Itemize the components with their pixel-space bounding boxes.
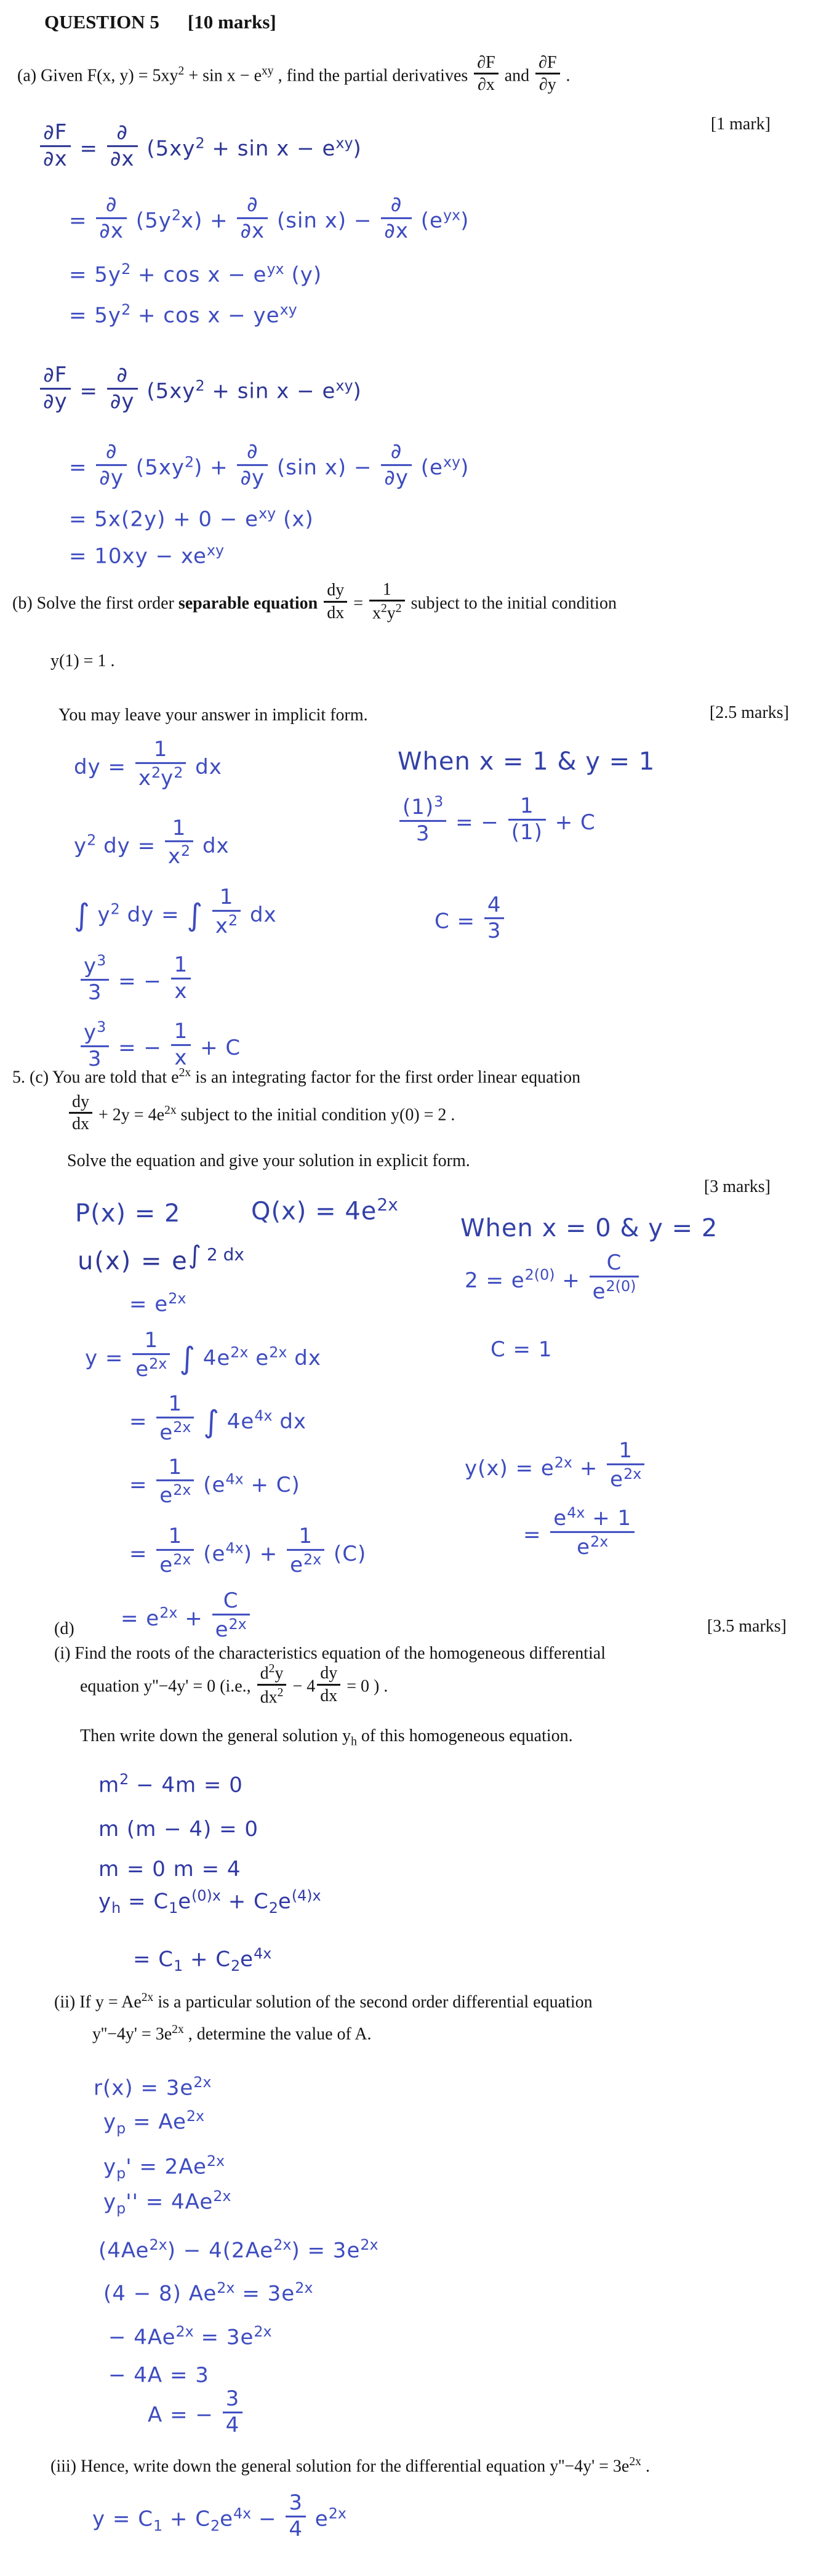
part-c-when-work [465, 1250, 646, 1563]
math-line: $\frac{\partial F}{\partial y}$ = ∂ ∂y $(5xy^2 + \sin x - e^{xy})$ [38, 368, 469, 416]
math-line: C = $\frac{4}{3}$ [398, 898, 655, 946]
part-d-iii-question: (iii) Hence, write down the general solution for the differential equation $y''-4y' = 3e^{2x}$ . [50, 2455, 650, 2476]
math-line: y = $\frac{1}{e^{2x}}$ ∫ $4e^{2x}$ $e^{2x}$ dx [85, 1328, 321, 1382]
math-line: $\frac{y^3}{3}$ = − $\frac{1}{x}$ [74, 957, 277, 1008]
math-line: $m^2 - 4m = 0$ [98, 1771, 243, 1798]
part-a-question: (a) Given F(x, $y) = 5xy^2 + \sin x - e^{xy}$ , find the partial derivatives $\frac{\partial F}{\partial x}$ and $\frac{\partial F}{\partial y}$ . [17, 52, 571, 95]
part-b-marks: [2.5 marks] [709, 703, 789, 722]
part-d-ii-work [94, 2074, 378, 2441]
math-line: m = 0 m = 4 [98, 1857, 241, 1882]
math-line: = $5x(2y) + 0 - e^{xy}$ (x) [69, 504, 314, 532]
part-b-when-title: When x = 1 & y = 1 [398, 747, 655, 776]
part-c-question-line3: Solve the equation and give your solution in explicit form. [67, 1151, 470, 1170]
math-line: dy = $\frac{1}{x^2y^2}$ dx [74, 736, 222, 791]
math-line: ∫ $y^2$ dy = ∫ $\frac{1}{x^2}$ dx [74, 885, 277, 939]
part-b-initial-condition: y(1) = 1 . [50, 651, 115, 670]
math-line: C = 1 [491, 1337, 553, 1362]
math-line: $\frac{y^3}{3}$ = − $\frac{1}{x}$ + C [74, 1023, 277, 1074]
math-line: = $\frac{1}{e^{2x}}$ ∫ $4e^{4x}$ dx [129, 1391, 307, 1445]
part-b-note: You may leave your answer in implicit form. [58, 706, 368, 725]
part-d-i-question-line3: Then write down the general solution $y_h$ of this homogeneous equation. [80, 1726, 573, 1749]
part-c-when-title: When x = 0 & y = 2 [460, 1214, 718, 1242]
math-line: = $10xy - xe^{xy}$ [69, 541, 225, 568]
math-line: $y_h = C_1e^{(0)x} + C_2e^{(4)x}$ [98, 1886, 321, 1917]
part-d-i-question-line1: (i) Find the roots of the characteristics equation of the homogeneous differential [54, 1644, 606, 1663]
part-c-question-line1: 5. (c) You are told that $e^{2x}$ is an integrating factor for the first order linear equation [12, 1066, 581, 1087]
question-total-marks: [10 marks] [187, 11, 276, 33]
math-line: = $e^{2x}$ + $\frac{C}{e^{2x}}$ [78, 1594, 366, 1645]
part-d-ii-question-line1: (ii) If $y = Ae^{2x}$ is a particular solution of the second order differential equation [54, 1991, 593, 2012]
math-line: = $e^{2x}$ [129, 1290, 186, 1317]
part-b-question: (b) Solve the first order separable equation $\frac{dy}{dx}$ = $\frac{1}{x^2y^2}$ subject to the initial condition [12, 579, 617, 623]
part-a-dfdx-work [38, 119, 470, 328]
math-line: = $C_1 + C_2e^{4x}$ [133, 1944, 272, 1974]
math-line: $y^2$ dy = $\frac{1}{x^2}$ dx [74, 815, 230, 869]
math-line: = ∂ ∂y $(5xy^2)$ + ∂ ∂y (sin x) − ∂ ∂y $(e^{xy})$ [69, 439, 470, 490]
part-a-marks: [1 mark] [710, 115, 771, 134]
math-line: − 4A = 3 [108, 2362, 209, 2388]
part-d-ii-question-line2: $y''-4y' = 3e^{2x}$ , determine the value of A. [92, 2023, 372, 2044]
math-line: $y(x) = e^{2x}$ + $\frac{1}{e^{2x}}$ [465, 1444, 646, 1495]
part-d-marks: [3.5 marks] [707, 1617, 787, 1636]
question-header [44, 11, 276, 33]
math-line: $r(x) = 3e^{2x}$ [94, 2074, 212, 2101]
math-line: $y = C_1 + C_2e^{4x}$ − $\frac{3}{4}$ $e^{2x}$ [92, 2490, 346, 2542]
part-d-iii-work [92, 2490, 346, 2544]
math-line: A = − $\frac{3}{4}$ [94, 2392, 378, 2440]
math-line: $2 = e^{2(0)}$ + $\frac{C}{e^{2(0)}}$ [465, 1256, 646, 1307]
math-line: = $5y^2 + \cos x - ye^{xy}$ [69, 300, 297, 328]
math-line: (4 − 8) $Ae^{2x} = 3e^{2x}$ [103, 2279, 313, 2306]
math-line: − $4Ae^{2x} = 3e^{2x}$ [108, 2323, 272, 2350]
part-b-work [74, 736, 277, 1074]
math-line: = ∂ ∂x $(5y^2x)$ + ∂ ∂x (sin x) − ∂ ∂x $(e^{yx})$ [69, 192, 470, 243]
part-c-question-line2: $\frac{dy}{dx}$ + $2y = 4e^{2x}$ subject to the initial condition y(0) = 2 . [67, 1096, 455, 1137]
part-d-i-work [98, 1771, 321, 1976]
math-line: = $5y^2 + \cos x - e^{yx}$ (y) [69, 260, 322, 288]
math-line: $u(x) = e^{\int 2 dx}$ [78, 1239, 244, 1276]
math-line: = $\frac{1}{e^{2x}}$ $(e^{4x})$ + $\frac{1}{e^{2x}}$ (C) [129, 1524, 367, 1578]
part-d-label: (d) [54, 1619, 74, 1638]
math-line: $y_p' = 2Ae^{2x}$ [103, 2152, 225, 2182]
part-d-i-question-line2: equation y''−4y' = 0 (i.e., $\frac{d^2y}{dx^2}$ − 4 $\frac{dy}{dx}$ = 0 ) . [80, 1662, 388, 1707]
part-c-q-of-x: $Q(x) = 4e^{2x}$ [251, 1194, 398, 1226]
math-line: $y_p'' = 4Ae^{2x}$ [103, 2187, 231, 2217]
part-c-p-of-x: P(x) = 2 [75, 1199, 181, 1228]
part-a-dfdy-work [38, 362, 470, 569]
math-line: $\frac{(1)^3}{3}$ = − $\frac{1}{(1)}$ + C [398, 798, 655, 849]
question-title: QUESTION 5 [44, 11, 159, 33]
math-line: $(4Ae^{2x}) - 4(2Ae^{2x}) = 3e^{2x}$ [98, 2236, 378, 2263]
part-c-work [78, 1239, 367, 1645]
part-b-when-block [398, 746, 655, 946]
math-line: m (m − 4) = 0 [98, 1816, 259, 1841]
math-line: = $\frac{1}{e^{2x}}$ $(e^{4x} + C)$ [129, 1454, 300, 1508]
math-line: $\frac{\partial F}{\partial x}$ = ∂ ∂x $(5xy^2 + \sin x - e^{xy})$ [38, 126, 469, 174]
math-line: $y_p = Ae^{2x}$ [103, 2107, 205, 2137]
math-line: = $\frac{e^{4x} + 1}{e^{2x}}$ [465, 1509, 646, 1563]
part-c-marks: [3 marks] [703, 1177, 771, 1196]
